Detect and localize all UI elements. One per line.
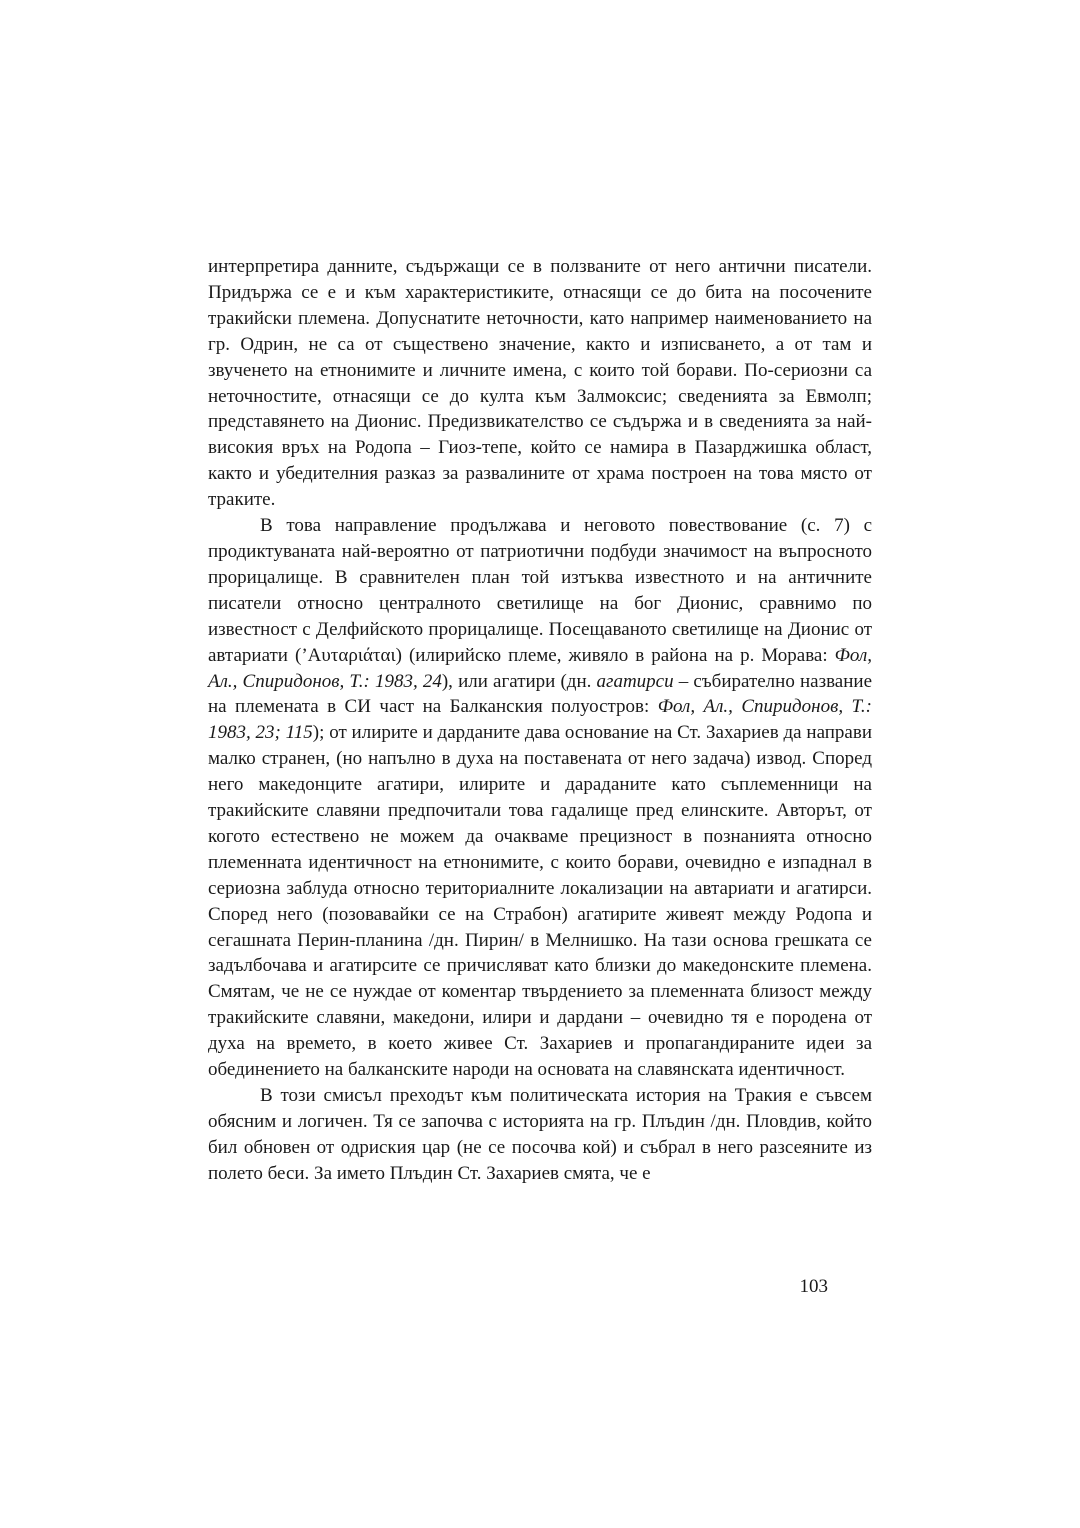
body-text — [208, 254, 872, 1187]
paragraph-1: интерпретира данните, съдържащи се в ползваните от него антични писатели. Придържа се е и към характеристиките, отнасящи се до бита на посочените тракийски племена. Допуснатите неточности, като например наименованието на гр. Одрин, не са от съществено значение, както и изписването, а от там и звученето на етнонимите и личните имена, с които той борави. По-сериозни са неточностите, отнасящи се до култа към Залмоксис; сведенията за Евмолп; представянето на Дионис. Предизвикателство се съдържа и в сведенията за най-високия връх на Родопа – Гиоз-тепе, който се намира в Пазарджишка област, както и убедителния разказ за развалините от храма построен на това място от траките. — [208, 256, 872, 511]
paragraph-2-text-3: – събирателно название на племената в СИ част на Балканския полуостров: — [208, 670, 872, 718]
citation-2: Фол, Ал., Спиридонов, Т.: 1983, 23; 115 — [208, 696, 872, 744]
paragraph-3: В този смисъл преходът към политическата история на Тракия е съвсем обясним и логичен. Тя се започва с историята на гр. Плъдин /дн. Пловдив, който бил обновен от одриския цар (не се посочва кой) и събрал в него разсеяните из полето беси. За името Плъдин Ст. Захариев смята, че е — [208, 1085, 872, 1184]
paragraph-2 — [208, 513, 872, 1083]
page-number: 103 — [799, 1276, 828, 1297]
italic-term: агатирси — [596, 670, 674, 692]
citation-1: Фол, Ал., Спиридонов, Т.: 1983, 24 — [208, 644, 872, 692]
paragraph-2-text-2: ), или агатири (дн. — [441, 670, 597, 692]
paragraph-2-text-4: ); от илирите и дарданите дава основание на Ст. Захариев да направи малко странен, (но напълно в духа на поставената от него задача) извод. Според него македонците агатири, илирите и дараданите като съплеменници на тракийските славяни предпочитали това гадалище пред елинските. Авторът, от когото естествено не можем да очакваме прецизност в познанията относно племенната идентичност на етнонимите, с които борави, очевидно е изпаднал в сериозна заблуда относно териториалните локализации на автариати и агатирси. Според него (позовавайки се на Страбон) агатирите живеят между Родопа и сегашната Перин-планина /дн. Пирин/ в Мелнишко. На тази основа грешката се задълбочава и агатирсите се причисляват като близки до македонските племена. Смятам, че не се нуждае от коментар твърдението за племенната близост между тракийските славяни, македони, илири и дардани – очевидно тя е породена от духа на времето, в което живее Ст. Захариев и пропагандираните идеи за обединението на балканските народи на основата на славянската идентичност. — [208, 722, 872, 1081]
paragraph-2-text-1: В това направление продължава и неговото повествование (с. 7) с продиктуваната най-вероятно от патриотични подбуди значимост на въпросното прорицалище. В сравнителен план той изтъква известното и на античните писатели относно централното светилище на бог Дионис, сравнимо по известност с Делфийското прорицалище. Посещаваното светилище на Дионис от автариати (’Αυταριάται) (илирийско племе, живяло в района на р. Морава: — [208, 515, 872, 666]
